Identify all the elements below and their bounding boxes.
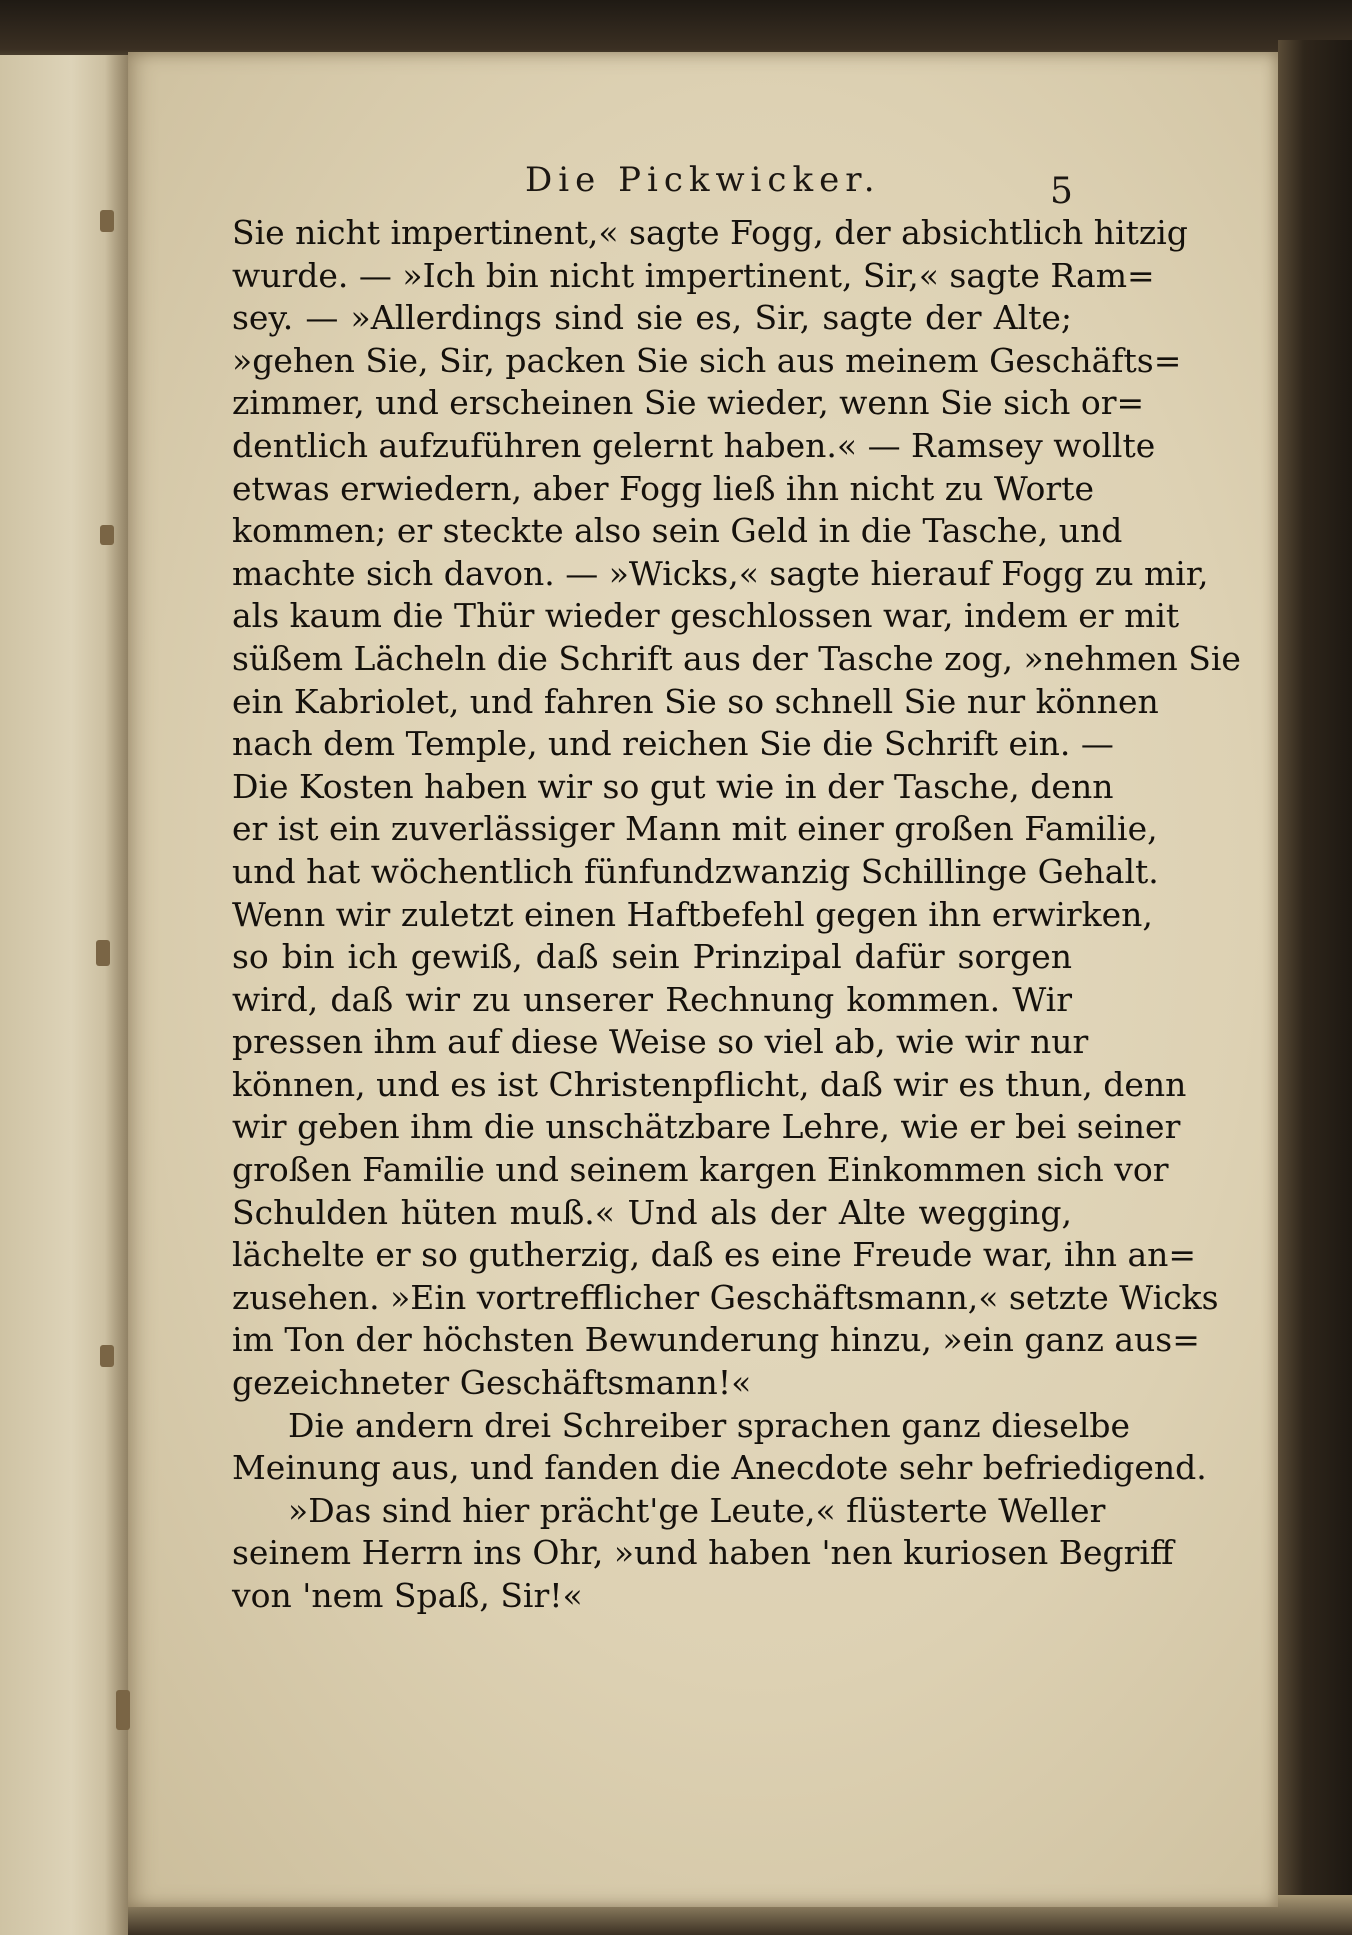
text-line: machte sich davon. — »Wicks,« sagte hierauf Fogg zu mir, [232, 553, 1209, 593]
text-line: gezeichneter Geschäftsmann!« [232, 1363, 752, 1403]
page-number: 5 [1050, 171, 1073, 212]
binding-thread-mark [100, 210, 114, 232]
text-line: wir geben ihm die unschätzbare Lehre, wie er bei seiner [232, 1107, 1181, 1147]
text-line: etwas erwiedern, aber Fogg ließ ihn nicht zu Worte [232, 468, 1094, 508]
text-line: und hat wöchentlich fünfundzwanzig Schillinge Gehalt. [232, 851, 1159, 891]
binding-thread-mark [100, 1345, 114, 1367]
text-line: lächelte er so gutherzig, daß es eine Freude war, ihn an= [232, 1235, 1197, 1275]
text-line: wird, daß wir zu unserer Rechnung kommen. Wir [232, 979, 1072, 1019]
text-line: dentlich aufzuführen gelernt haben.« — Ramsey wollte [232, 425, 1156, 465]
text-line: Die andern drei Schreiber sprachen ganz dieselbe [288, 1405, 1131, 1445]
text-line: können, und es ist Christenpflicht, daß wir es thun, denn [232, 1064, 1187, 1104]
text-line: »gehen Sie, Sir, packen Sie sich aus meinem Geschäfts= [232, 340, 1182, 380]
text-line: süßem Lächeln die Schrift aus der Tasche zog, »nehmen Sie [232, 638, 1241, 678]
text-line: zimmer, und erscheinen Sie wieder, wenn Sie sich or= [232, 383, 1145, 423]
text-line: er ist ein zuverlässiger Mann mit einer großen Familie, [232, 809, 1158, 849]
text-line: Schulden hüten muß.« Und als der Alte wegging, [232, 1192, 1072, 1232]
binding-thread-mark [96, 940, 110, 966]
running-head: Die Pickwicker. [525, 160, 881, 200]
page-body-text [232, 212, 1241, 1618]
text-line: wurde. — »Ich bin nicht impertinent, Sir,« sagte Ram= [232, 255, 1155, 295]
text-line: pressen ihm auf diese Weise so viel ab, wie wir nur [232, 1022, 1089, 1062]
text-line: nach dem Temple, und reichen Sie die Schrift ein. — [232, 724, 1114, 764]
binding-thread-mark [116, 1690, 130, 1730]
book-binding-edge [1278, 40, 1352, 1935]
text-line: zusehen. »Ein vortrefflicher Geschäftsmann,« setzte Wicks [232, 1277, 1219, 1317]
binding-thread-mark [100, 525, 114, 545]
text-line: »Das sind hier prächt'ge Leute,« flüsterte Weller [288, 1490, 1106, 1530]
text-line: als kaum die Thür wieder geschlossen war, indem er mit [232, 596, 1180, 636]
text-line: ein Kabriolet, und fahren Sie so schnell Sie nur können [232, 681, 1159, 721]
text-line: Wenn wir zuletzt einen Haftbefehl gegen ihn erwirken, [232, 894, 1153, 934]
text-line: kommen; er steckte also sein Geld in die Tasche, und [232, 511, 1123, 551]
text-line: so bin ich gewiß, daß sein Prinzipal dafür sorgen [232, 937, 1072, 977]
text-line: seinem Herrn ins Ohr, »und haben 'nen kuriosen Begriff [232, 1533, 1174, 1573]
text-line: Sie nicht impertinent,« sagte Fogg, der absichtlich hitzig [232, 213, 1188, 252]
text-line: von 'nem Spaß, Sir!« [232, 1576, 583, 1615]
text-line: Meinung aus, und fanden die Anecdote sehr befriedigend. [232, 1448, 1207, 1488]
text-line: großen Familie und seinem kargen Einkommen sich vor [232, 1150, 1169, 1190]
text-line: im Ton der höchsten Bewunderung hinzu, »ein ganz aus= [232, 1320, 1200, 1360]
text-line: Die Kosten haben wir so gut wie in der Tasche, denn [232, 766, 1114, 806]
text-line: sey. — »Allerdings sind sie es, Sir, sagte der Alte; [232, 298, 1072, 338]
